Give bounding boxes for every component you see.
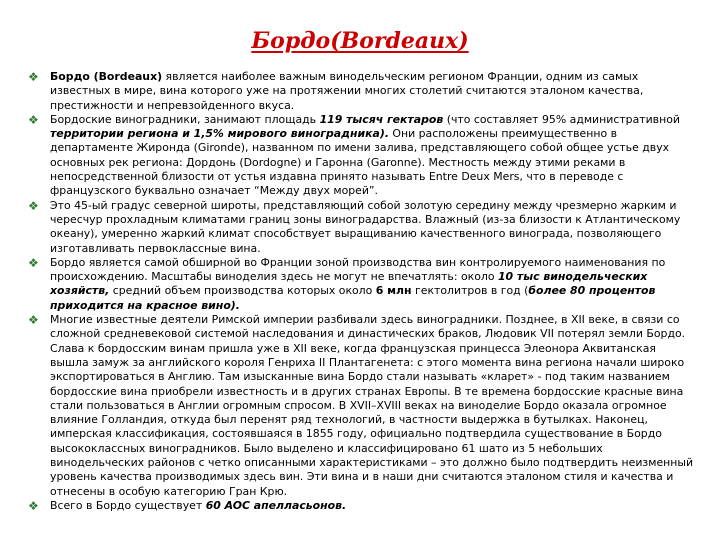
list-item bbox=[28, 256, 696, 313]
list-item-text bbox=[50, 313, 696, 499]
diamond-bullet-icon: ❖ bbox=[28, 70, 39, 84]
diamond-bullet-icon: ❖ bbox=[28, 498, 39, 513]
list-item-text bbox=[50, 499, 696, 513]
body-text: является наиболее важным винодельческим регионом Франции, одним из самых известных в мире, вина которого уже на протяжении многих столетий считаются эталоном качества, престижности и непревзойденного вкуса. bbox=[50, 70, 644, 112]
list-item bbox=[28, 313, 696, 499]
body-text: средний объем производства которых около bbox=[109, 284, 376, 298]
emphasis-text: 10 тыс винодельческих хозяйств, bbox=[50, 270, 648, 298]
list-item-text bbox=[50, 113, 696, 199]
emphasis-text: более 80 процентов приходится на красное вино). bbox=[50, 284, 656, 312]
page-title: Бордо(Bordeaux) bbox=[251, 28, 469, 54]
emphasis-text: территории региона и 1,5% мирового виноградника). bbox=[50, 127, 389, 141]
body-text: Это 45-ый градус северной широты, представляющий собой золотую середину между чрезмерно жарким и чересчур прохладным климатами границ зоны виноградарства. Влажный (из-за близости к Атлантическому океану), умеренно жаркий климат способствует выращиванию качественного винограда, позволяющего изготавливать первоклассные вина. bbox=[50, 198, 681, 255]
body-text: Многие известные деятели Римской империи разбивали здесь виноградники. Позднее, в XII веке, в связи со сложной средневековой системой наследования и династических браков, Людовик VII потерял земли Бордо. Слава к бордосским винам пришла уже в XII веке, когда французская принцесса Элеонора Аквитанская вышла замуж за английского короля Генриха II Плантагенета: с этого момента вина региона начали широко экспортироваться в Англию. Там изысканные вина Бордо стали называть «кларет» - под таким названием бордосские вина приобрели известность и в других странах Европы. В те времена бордосские красные вина стали пользоваться в Англии огромным спросом. В XVII–XVIII веках на виноделие Бордо оказала огромное влияние Голландия, откуда был перенят ряд технологий, в частности выдержка в бутылках. Наконец, имперская классификация, состоявшаяся в 1855 году, официально подтвердила существование в Бордо высококлассных виноградников. Было выделено и классифицировано 61 шато из 5 небольших винодельческих районов с четко описанными характеристиками – это должно было подтвердить неизменный уровень качества производимых здесь вин. Эти вина и в наши дни считаются эталоном стиля и качества и отнесены в особую категорию Гран Крю. bbox=[50, 313, 694, 498]
body-text: Бордо является самой обширной во Франции зоной производства вин контролируемого наименования по происхождению. Масштабы виноделия здесь не могут не впечатлять: около bbox=[50, 255, 666, 284]
list-item bbox=[28, 499, 696, 513]
emphasis-text: 119 тысяч гектаров bbox=[319, 112, 444, 126]
list-item-text bbox=[50, 256, 696, 313]
diamond-bullet-icon: ❖ bbox=[28, 198, 39, 213]
body-text: гектолитров в год ( bbox=[411, 284, 529, 298]
body-text: Они расположены преимущественно в департаменте Жиронда (Gironde), названном по имени залива, представляющего собой общее устье двух основных рек региона: Дордонь (Dordogne) и Гаронна (Garonne). Местность между этими реками в непосредственной близости от устья издавна принято называть Entre Deux Mers, что в переводе с французского буквально означает “Между двух морей”. bbox=[50, 127, 670, 198]
bullet-list bbox=[28, 70, 696, 513]
list-item bbox=[28, 70, 696, 113]
diamond-bullet-icon: ❖ bbox=[28, 112, 39, 127]
diamond-bullet-icon: ❖ bbox=[28, 313, 39, 328]
list-item bbox=[28, 113, 696, 199]
body-text: Бордоские виноградники, занимают площадь bbox=[50, 112, 320, 126]
body-text: Всего в Бордо существует bbox=[50, 498, 206, 512]
emphasis-text: 60 AOC апелласьонов. bbox=[205, 498, 347, 512]
body-text: (что составляет 95% административной bbox=[443, 112, 680, 126]
list-item-text bbox=[50, 70, 696, 113]
emphasis-text: Бордо (Bordeaux) bbox=[50, 70, 163, 83]
list-item-text bbox=[50, 199, 696, 256]
emphasis-text: 6 млн bbox=[375, 284, 412, 298]
list-item bbox=[28, 199, 696, 256]
diamond-bullet-icon: ❖ bbox=[28, 255, 39, 270]
